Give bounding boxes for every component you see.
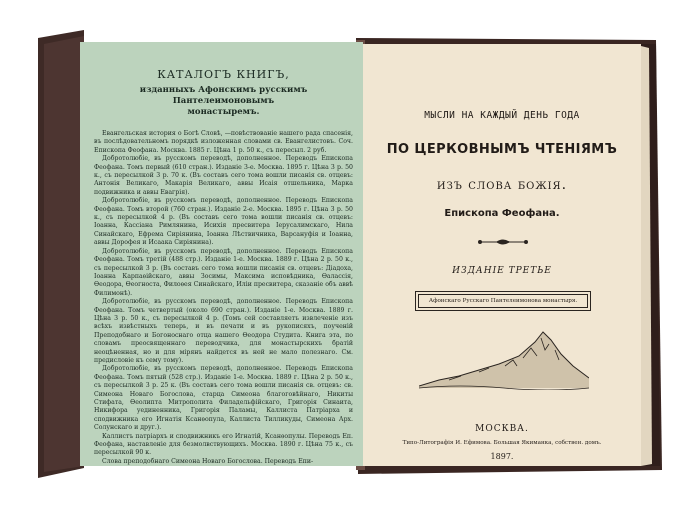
catalog-entry: Добротолюбiе, въ русскомъ переводѣ, дополненное. Переводъ Епископа Феофана. Томъ первый (610 стран.). Изданiе 3-е. Москва. 1895 г. Цѣна 3 р. 50 к., съ пересылкой 3 р. 70 к. (Въ составъ сего тома вошли писанiя св. отцевъ: Антонiя Великаго, Макарiя Великаго, аввы Исаiя отшельника, Марка подвижника и аввы Евагрiя). — [94, 155, 353, 196]
title-page — [363, 44, 641, 466]
edition-line: ИЗДАНIЕ ТРЕТЬЕ — [452, 266, 552, 276]
catalog-entry: Слова преподобнаго Симеона Новаго Богослова. Переводъ Епи- — [102, 457, 314, 465]
catalog-entry: Евангельская история о Богѣ Словѣ, —повѣствованiе нашего рада спасенiя, въ послѣдовательномъ порядкѣ изложенная словами св. Евангелистовъ. Соч. Епископа Феофана. Москва. 1885 г. Цѣна 1 р. 50 к., съ пересыл. 2 руб. — [94, 130, 353, 154]
monastery-stamp-text: Афонскаго Русскаго Пантелеимонова монастыря. — [428, 298, 578, 304]
mount-athos-vignette — [419, 326, 589, 390]
ornament-divider — [478, 237, 528, 247]
printer-line: Типо-Литографiя И. Ефимова. Большая Якиманка, собствен. домъ. — [402, 440, 602, 446]
catalog-entries — [94, 130, 353, 466]
title-line-2: ПО ЦЕРКОВНЫМЪ ЧТЕНIЯМЪ — [386, 142, 618, 157]
catalog-entry: Каллистъ патрiархъ и сподвижникъ его Игнатiй, Ксанѳопулы. Переводъ Еп. Феофана, наставленiе для безмолвствующихъ. Москва. 1890 г. Цѣна 75 к., съ пересылкой 90 к. — [94, 432, 353, 457]
monastery-stamp-inner — [418, 294, 588, 308]
subtitle-from-words: изъ слова божiя. — [436, 177, 568, 193]
catalog-entry: Добротолюбiе, въ русскомъ переводѣ, дополненное. Переводъ Епископа Феофана. Томъ второй (760 стран.). Изданiе 2-е. Москва. 1895 г. Цѣна 3 р. 50 к., съ пересылкой 4 р. (Въ составъ сего тома вошли писанiя св. отцевъ: Iоанна, Кассiана Римлянина, Исихiя пресвитера Iерусалимскаго, Нила Синайскаго, Ефрема Сирiянина, Iоанна Лѣствичника, Варсануфiя и Iоанна, аввы Дорофея и Исаака Сирiянина). — [94, 197, 353, 247]
catalog-entry: Добротолюбiе, въ русскомъ переводѣ, дополненное. Переводъ Епископа Феофана. Томъ третiй (488 стр.). Изданiе 1-е. Москва. 1889 г. Цѣна 2 р. 50 к., съ пересылкой 3 р. (Въ составъ сего тома вошли писанiя св. отцевъ: Дiадоха, Iоанна Карпаѳiйскаго, аввы Зосимы, Максима исповѣдника, Өалассiя, Өеодора, Өеогноста, Филоѳея Синайскаго, Илiи пресвитера, сказанiе объ аввѣ Филимонѣ). — [94, 247, 353, 297]
monastery-stamp-frame — [415, 291, 591, 311]
year-line: 1897. — [490, 452, 514, 461]
catalog-entry: Добротолюбiе, въ русскомъ переводѣ, дополненное. Переводъ Епископа Феофана. Томъ пятый (528 стр.). Изданiе 1-е. Москва. 1889 г. Цѣна 2 р. 50 к., съ пересылкой 3 р. 25 к. (Въ составъ сего тома вошли писанiя св. отцевъ: св. Симеона Новаго Богослова, старца Симеона благоговѣйнаго, Никиты Стифата, Өеолипта Митрополита Филадельфiйскаго, Григорiя Синаита, Никифора уединенника, Григорiя Паламы, Каллиста Патрiарха и сподвижника его Игнатiя Ксанѳопула, Каллиста Тилликуды, Симеона Арх. Солунскаго и друг.). — [94, 365, 353, 432]
title-line-1: МЫСЛИ НА КАЖДЫЙ ДЕНЬ ГОДА — [424, 110, 580, 121]
catalog-subheading-1: изданныхъ Афонскимъ русскимъ Пантелеимоновымъ — [139, 85, 308, 106]
catalog-page — [80, 42, 363, 466]
author-line: Епископа Феофана. — [444, 208, 560, 219]
catalog-entry: Добротолюбiе, въ русскомъ переводѣ, дополненное. Переводъ Епископа Феофана. Томъ четвертый (около 690 стран.). Изданiе 1-е. Москва. 1889 г. Цѣна 3 р. 50 к., съ пересылкой 4 р. (Томъ сей составляетъ извлеченiе изъ всѣхъ извѣстныхъ теперь, и въ печати и въ рукописяхъ, поученiй Преподобнаго и Богоноснаго отца нашего Өеодора Студита. Книга эта, по словамъ преосвященнаго переводчика, для монастырскихъ братiй неоцѣненная, но и для мiрянъ найдется въ ней не мало полезнаго. См. предисловiе къ сему тому). — [94, 298, 353, 364]
city-line: МОСКВА. — [475, 424, 529, 434]
catalog-subheading-2: монастыремъ. — [187, 107, 260, 117]
catalog-heading: КАТАЛОГЪ КНИГЪ, — [157, 68, 290, 81]
